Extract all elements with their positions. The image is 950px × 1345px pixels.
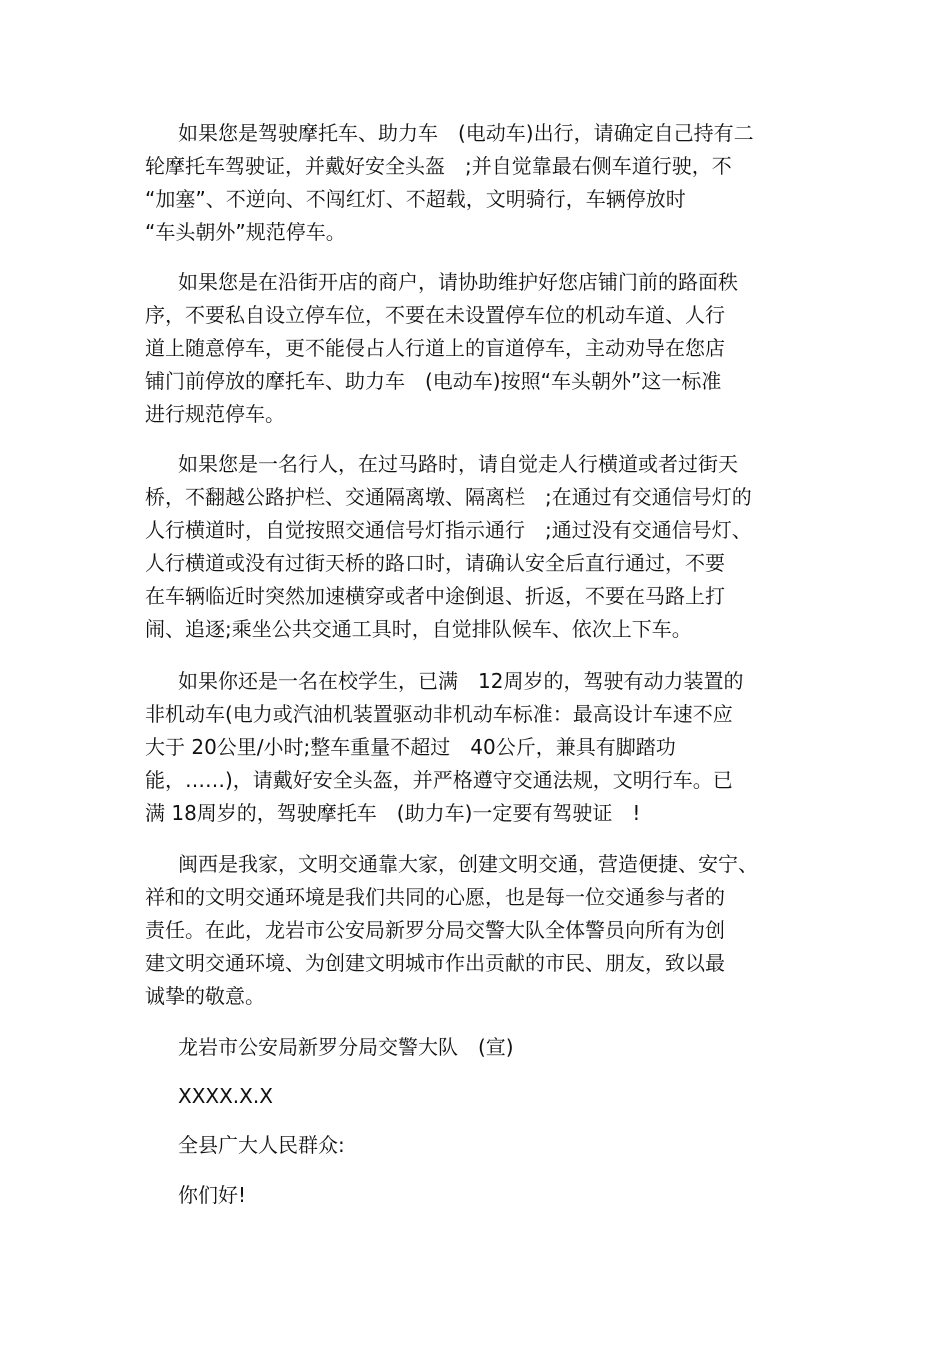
text-line: 桥，不翻越公路护栏、交通隔离墩、隔离栏 ;在通过有交通信号灯的 [145, 485, 752, 509]
text-line: 祥和的文明交通环境是我们共同的心愿，也是每一位交通参与者的 [145, 885, 725, 909]
text-line: 如果您是驾驶摩托车、助力车 (电动车)出行，请确定自己持有二 [178, 121, 754, 145]
salutation: 全县广大人民群众: [178, 1133, 345, 1157]
text-line: 闽西是我家，文明交通靠大家，创建文明交通，营造便捷、安宁、 [178, 852, 758, 876]
signature: 龙岩市公安局新罗分局交警大队 (宣) [178, 1035, 514, 1059]
text-line: 非机动车(电力或汽油机装置驱动非机动车标准：最高设计车速不应 [145, 702, 733, 726]
text-line: 大于 20公里/小时;整车重量不超过 40公斤，兼具有脚踏功 [145, 735, 676, 759]
text-line: 铺门前停放的摩托车、助力车 (电动车)按照“车头朝外”这一标准 [145, 369, 722, 393]
text-line: 轮摩托车驾驶证，并戴好安全头盔 ;并自觉靠最右侧车道行驶，不 [145, 154, 732, 178]
text-line: 道上随意停车，更不能侵占人行道上的盲道停车，主动劝导在您店 [145, 336, 725, 360]
text-line: 如果您是在沿街开店的商户，请协助维护好您店铺门前的路面秩 [178, 270, 738, 294]
date: XXXX.X.X [178, 1084, 273, 1108]
greeting: 你们好! [178, 1183, 247, 1207]
text-line: 如果你还是一名在校学生，已满 12周岁的，驾驶有动力装置的 [178, 669, 744, 693]
text-line: 能，……)，请戴好安全头盔，并严格遵守交通法规，文明行车。已 [145, 768, 733, 792]
text-line: “车头朝外”规范停车。 [145, 220, 346, 244]
text-line: “加塞”、不逆向、不闯红灯、不超载，文明骑行，车辆停放时 [145, 187, 686, 211]
text-line: 诚挚的敬意。 [145, 984, 265, 1008]
text-line: 建文明交通环境、为创建文明城市作出贡献的市民、朋友，致以最 [145, 951, 725, 975]
text-line: 责任。在此，龙岩市公安局新罗分局交警大队全体警员向所有为创 [145, 918, 725, 942]
text-line: 进行规范停车。 [145, 402, 285, 426]
text-line: 人行横道或没有过街天桥的路口时，请确认安全后直行通过，不要 [145, 551, 725, 575]
text-line: 如果您是一名行人，在过马路时，请自觉走人行横道或者过街天 [178, 452, 738, 476]
text-line: 闹、追逐;乘坐公共交通工具时，自觉排队候车、依次上下车。 [145, 617, 692, 641]
text-line: 人行横道时，自觉按照交通信号灯指示通行 ;通过没有交通信号灯、 [145, 518, 752, 542]
text-line: 序，不要私自设立停车位，不要在未设置停车位的机动车道、人行 [145, 303, 725, 327]
text-line: 在车辆临近时突然加速横穿或者中途倒退、折返，不要在马路上打 [145, 584, 725, 608]
text-line: 满 18周岁的，驾驶摩托车 (助力车)一定要有驾驶证 ! [145, 801, 641, 825]
